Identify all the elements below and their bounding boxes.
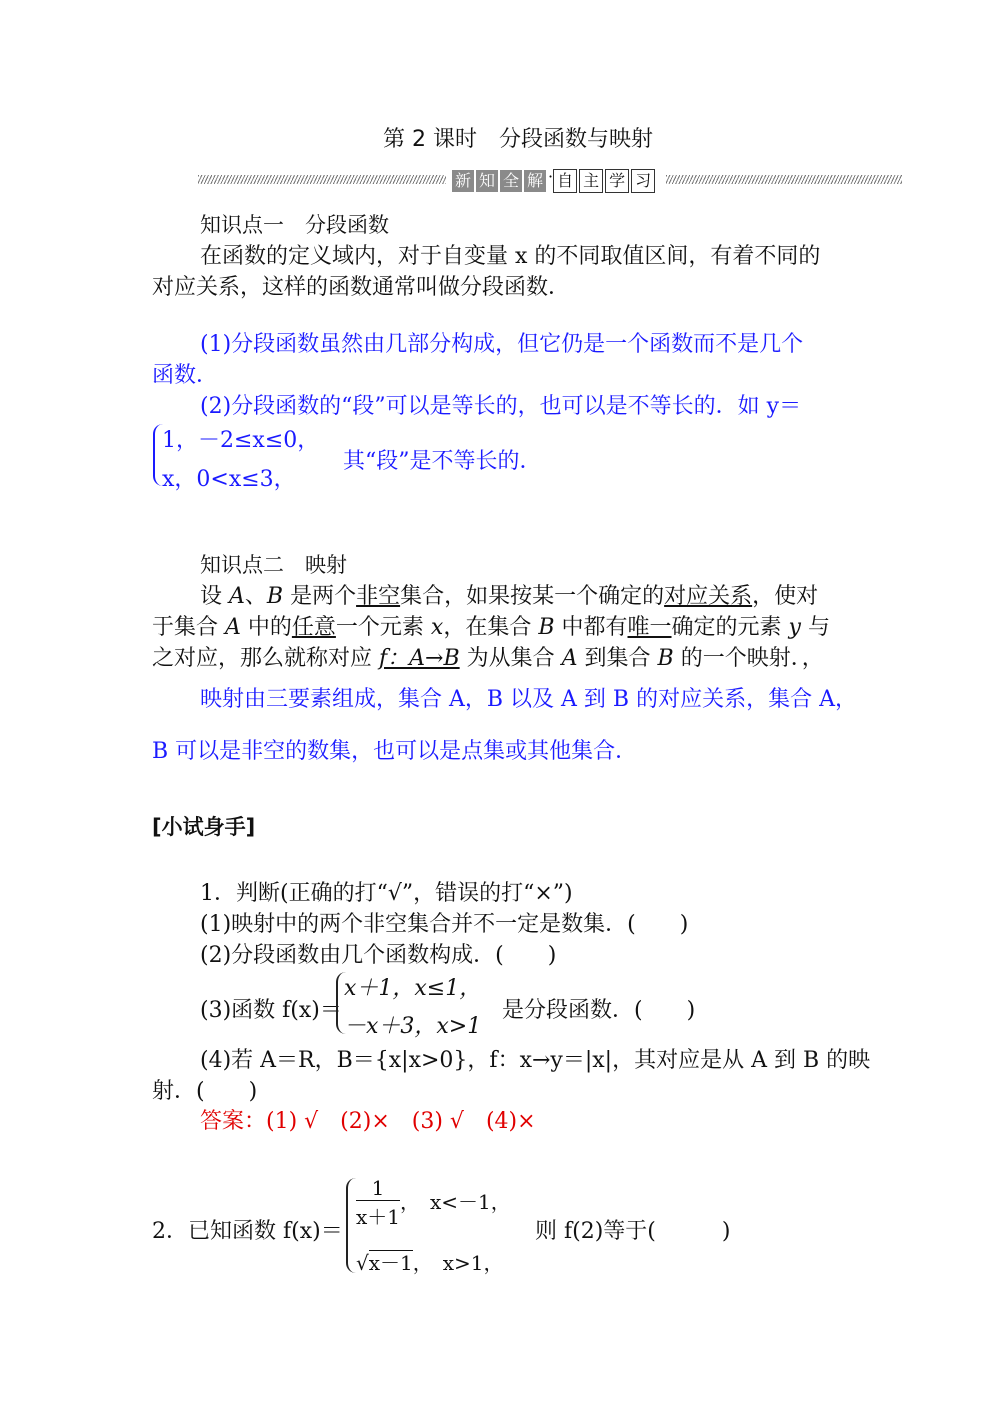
answer: 答案：(1) √ (2)× (3) √ (4)× <box>200 1109 536 1134</box>
question: 是分段函数．( ) <box>502 998 696 1023</box>
question: 则 f(2)等于( ) <box>535 1219 731 1244</box>
case: √x－1， x>1， <box>356 1251 504 1275</box>
question: 射．( ) <box>152 1079 258 1104</box>
note: 映射由三要素组成，集合 A，B 以及 A 到 B 的对应关系，集合 A， <box>200 687 857 712</box>
heading-knowledge-1: 知识点一 分段函数 <box>200 213 389 237</box>
case: $\frac{1}{x+1}$ ， x<－1， <box>356 1176 511 1229</box>
banner-char: 新 <box>452 170 474 192</box>
question: 2．已知函数 f(x)＝ <box>152 1219 343 1244</box>
paragraph: 在函数的定义域内，对于自变量 x 的不同取值区间，有着不同的 <box>200 244 821 269</box>
paragraph: 于集合 A 中的任意一个元素 x，在集合 B 中都有唯一确定的元素 y 与 <box>152 615 830 640</box>
note: (1)分段函数虽然由几部分构成，但它仍是一个函数而不是几个 <box>200 332 804 357</box>
question: 1．判断(正确的打“√”，错误的打“×”) <box>200 881 573 906</box>
heading-knowledge-2: 知识点二 映射 <box>200 553 347 577</box>
brace <box>346 1178 356 1273</box>
note: 其“段”是不等长的． <box>343 449 542 474</box>
paragraph: 设 A、B 是两个非空集合，如果按某一个确定的对应关系，使对 <box>200 584 819 609</box>
banner-char: 学 <box>605 169 629 193</box>
divider-left <box>198 175 446 184</box>
banner-char: 全 <box>500 170 522 192</box>
case: x，0<x≤3， <box>162 467 296 492</box>
case: 1，－2≤x≤0， <box>162 428 320 453</box>
banner-char: 知 <box>476 170 498 192</box>
question: (4)若 A＝R，B＝{x|x>0}，f：x→y＝|x|，其对应是从 A 到 B 的映 <box>200 1048 871 1073</box>
divider-right <box>666 175 902 184</box>
banner-char: 主 <box>579 169 603 193</box>
banner-dot: · <box>548 167 554 186</box>
question: (2)分段函数由几个函数构成．( ) <box>200 943 557 968</box>
note: (2)分段函数的“段”可以是等长的，也可以是不等长的．如 y＝ <box>200 394 802 419</box>
practice-heading: [小试身手] <box>152 815 256 839</box>
paragraph: 之对应，那么就称对应 f：A→B 为从集合 A 到集合 B 的一个映射．， <box>152 646 824 671</box>
paragraph: 对应关系，这样的函数通常叫做分段函数． <box>152 275 571 300</box>
question: (1)映射中的两个非空集合并不一定是数集．( ) <box>200 912 689 937</box>
banner-char: 习 <box>631 169 655 193</box>
lesson-title: 第 2 课时 分段函数与映射 <box>383 127 653 152</box>
note: 函数． <box>152 363 219 388</box>
note: B 可以是非空的数集，也可以是点集或其他集合． <box>152 739 638 764</box>
case: －x＋3，x>1 <box>344 1014 482 1039</box>
banner-char: 自 <box>553 169 577 193</box>
question: (3)函数 f(x)＝ <box>200 998 342 1023</box>
case: x＋1，x≤1， <box>344 976 482 1001</box>
banner-char: 解 <box>524 170 546 192</box>
section-banner <box>452 167 657 193</box>
